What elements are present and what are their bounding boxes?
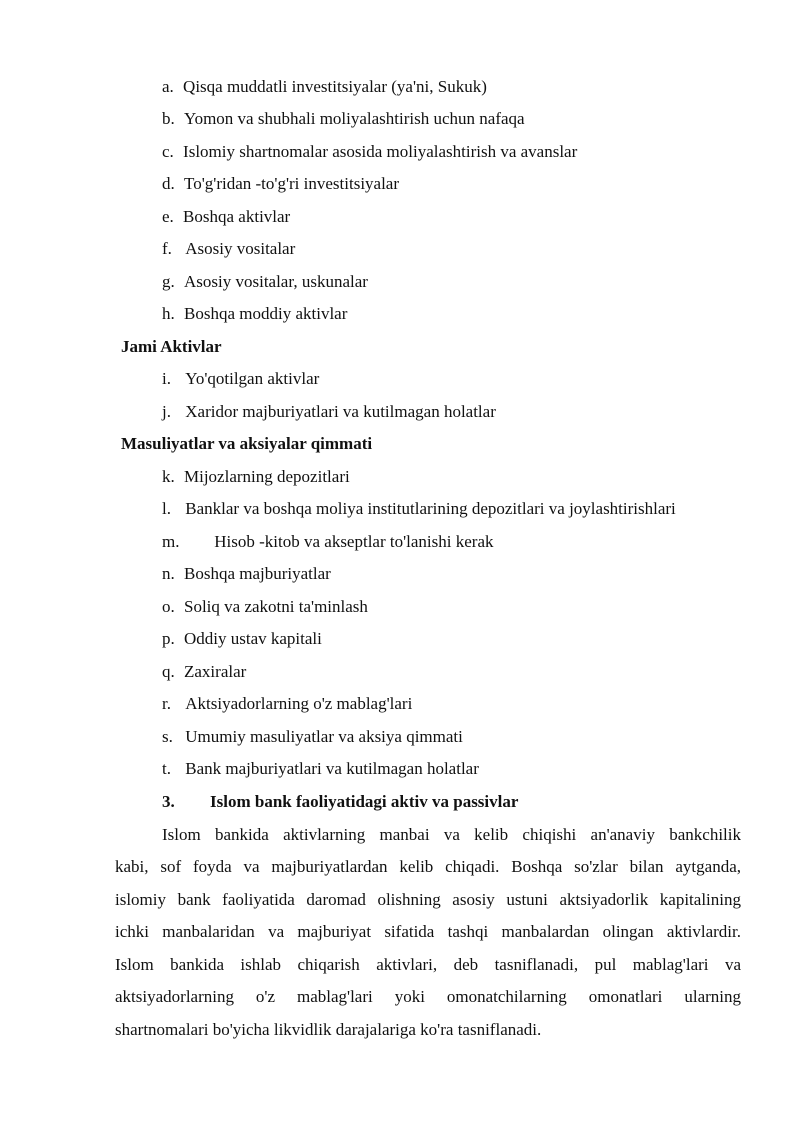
list-item — [162, 661, 246, 683]
list-marker: t. — [162, 759, 171, 778]
list-item — [162, 726, 463, 748]
list-item — [162, 76, 487, 98]
list-item — [162, 628, 322, 650]
list-item — [162, 531, 494, 553]
list-item-text: Zaxiralar — [184, 662, 247, 681]
list-item-text: Umumiy masuliyatlar va aksiya qimmati — [185, 727, 463, 746]
list-item — [162, 758, 479, 780]
list-item-text: Hisob -kitob va akseptlar to'lanishi kerak — [214, 532, 494, 551]
section-title: Islom bank faoliyatidagi aktiv va passivlar — [210, 792, 519, 811]
list-marker: a. — [162, 77, 174, 96]
list-marker: r. — [162, 694, 171, 713]
list-item — [162, 693, 412, 715]
paragraph-line: Islom bankida ishlab chiqarish aktivlari, deb tasniflanadi, pul mablag'lari va — [115, 955, 741, 974]
list-item — [162, 596, 368, 618]
list-item — [162, 141, 577, 163]
list-item — [162, 108, 525, 130]
list-marker: i. — [162, 369, 171, 388]
liabilities-heading: Masuliyatlar va aksiyalar qimmati — [121, 434, 373, 453]
list-item-text: To'g'ridan -to'g'ri investitsiyalar — [184, 174, 400, 193]
list-item-text: Boshqa aktivlar — [183, 207, 291, 226]
list-marker: b. — [162, 109, 175, 128]
list-item-text: Asosiy vositalar, uskunalar — [184, 272, 368, 291]
list-marker: l. — [162, 499, 171, 518]
list-item — [162, 498, 676, 520]
list-marker: s. — [162, 727, 173, 746]
list-marker: k. — [162, 467, 175, 486]
list-item-text: Bank majburiyatlari va kutilmagan holatlar — [185, 759, 479, 778]
list-marker: f. — [162, 239, 172, 258]
list-item-text: Soliq va zakotni ta'minlash — [184, 597, 368, 616]
list-marker: n. — [162, 564, 175, 583]
list-marker: p. — [162, 629, 175, 648]
list-item — [162, 401, 496, 423]
paragraph-line: Islom bankida aktivlarning manbai va kelib chiqishi an'anaviy bankchilik — [162, 825, 741, 844]
list-item-text: Banklar va boshqa moliya institutlarining depozitlari va joylashtirishlari — [185, 499, 676, 518]
list-item — [162, 466, 350, 488]
list-marker: h. — [162, 304, 175, 323]
list-marker: j. — [162, 402, 171, 421]
section-heading — [162, 791, 518, 813]
list-item-text: Oddiy ustav kapitali — [184, 629, 322, 648]
paragraph-line: aktsiyadorlarning o'z mablag'lari yoki omonatchilarning omonatlari ularning — [115, 987, 741, 1006]
list-marker: g. — [162, 272, 175, 291]
list-marker: c. — [162, 142, 174, 161]
list-item — [162, 368, 319, 390]
list-item-text: Mijozlarning depozitlari — [184, 467, 350, 486]
list-marker: e. — [162, 207, 174, 226]
list-item — [162, 173, 399, 195]
list-item-text: Qisqa muddatli investitsiyalar (ya'ni, Sukuk) — [183, 77, 487, 96]
list-item-text: Boshqa majburiyatlar — [184, 564, 331, 583]
paragraph-line: shartnomalari bo'yicha likvidlik darajalariga ko'ra tasniflanadi. — [115, 1020, 542, 1039]
list-item — [162, 303, 347, 325]
paragraph-line: islomiy bank faoliyatida daromad olishning asosiy ustuni aktsiyadorlik kapitalining — [115, 890, 741, 909]
list-item-text: Boshqa moddiy aktivlar — [184, 304, 348, 323]
list-marker: q. — [162, 662, 175, 681]
section-number: 3. — [162, 792, 175, 811]
list-marker: m. — [162, 532, 180, 551]
list-item-text: Yo'qotilgan aktivlar — [185, 369, 320, 388]
list-item-text: Asosiy vositalar — [185, 239, 296, 258]
list-item — [162, 206, 290, 228]
list-item-text: Islomiy shartnomalar asosida moliyalashtirish va avanslar — [183, 142, 578, 161]
paragraph-line: ichki manbalaridan va majburiyat sifatida tashqi manbalardan olingan aktivlardir. — [115, 922, 741, 941]
total-assets-heading: Jami Aktivlar — [121, 337, 222, 356]
list-marker: o. — [162, 597, 175, 616]
list-item — [162, 563, 331, 585]
list-marker: d. — [162, 174, 175, 193]
list-item-text: Aktsiyadorlarning o'z mablag'lari — [185, 694, 413, 713]
list-item-text: Xaridor majburiyatlari va kutilmagan holatlar — [185, 402, 496, 421]
list-item — [162, 238, 295, 260]
paragraph-line: kabi, sof foyda va majburiyatlardan kelib chiqadi. Boshqa so'zlar bilan aytganda, — [115, 857, 741, 876]
list-item-text: Yomon va shubhali moliyalashtirish uchun nafaqa — [184, 109, 525, 128]
list-item — [162, 271, 368, 293]
